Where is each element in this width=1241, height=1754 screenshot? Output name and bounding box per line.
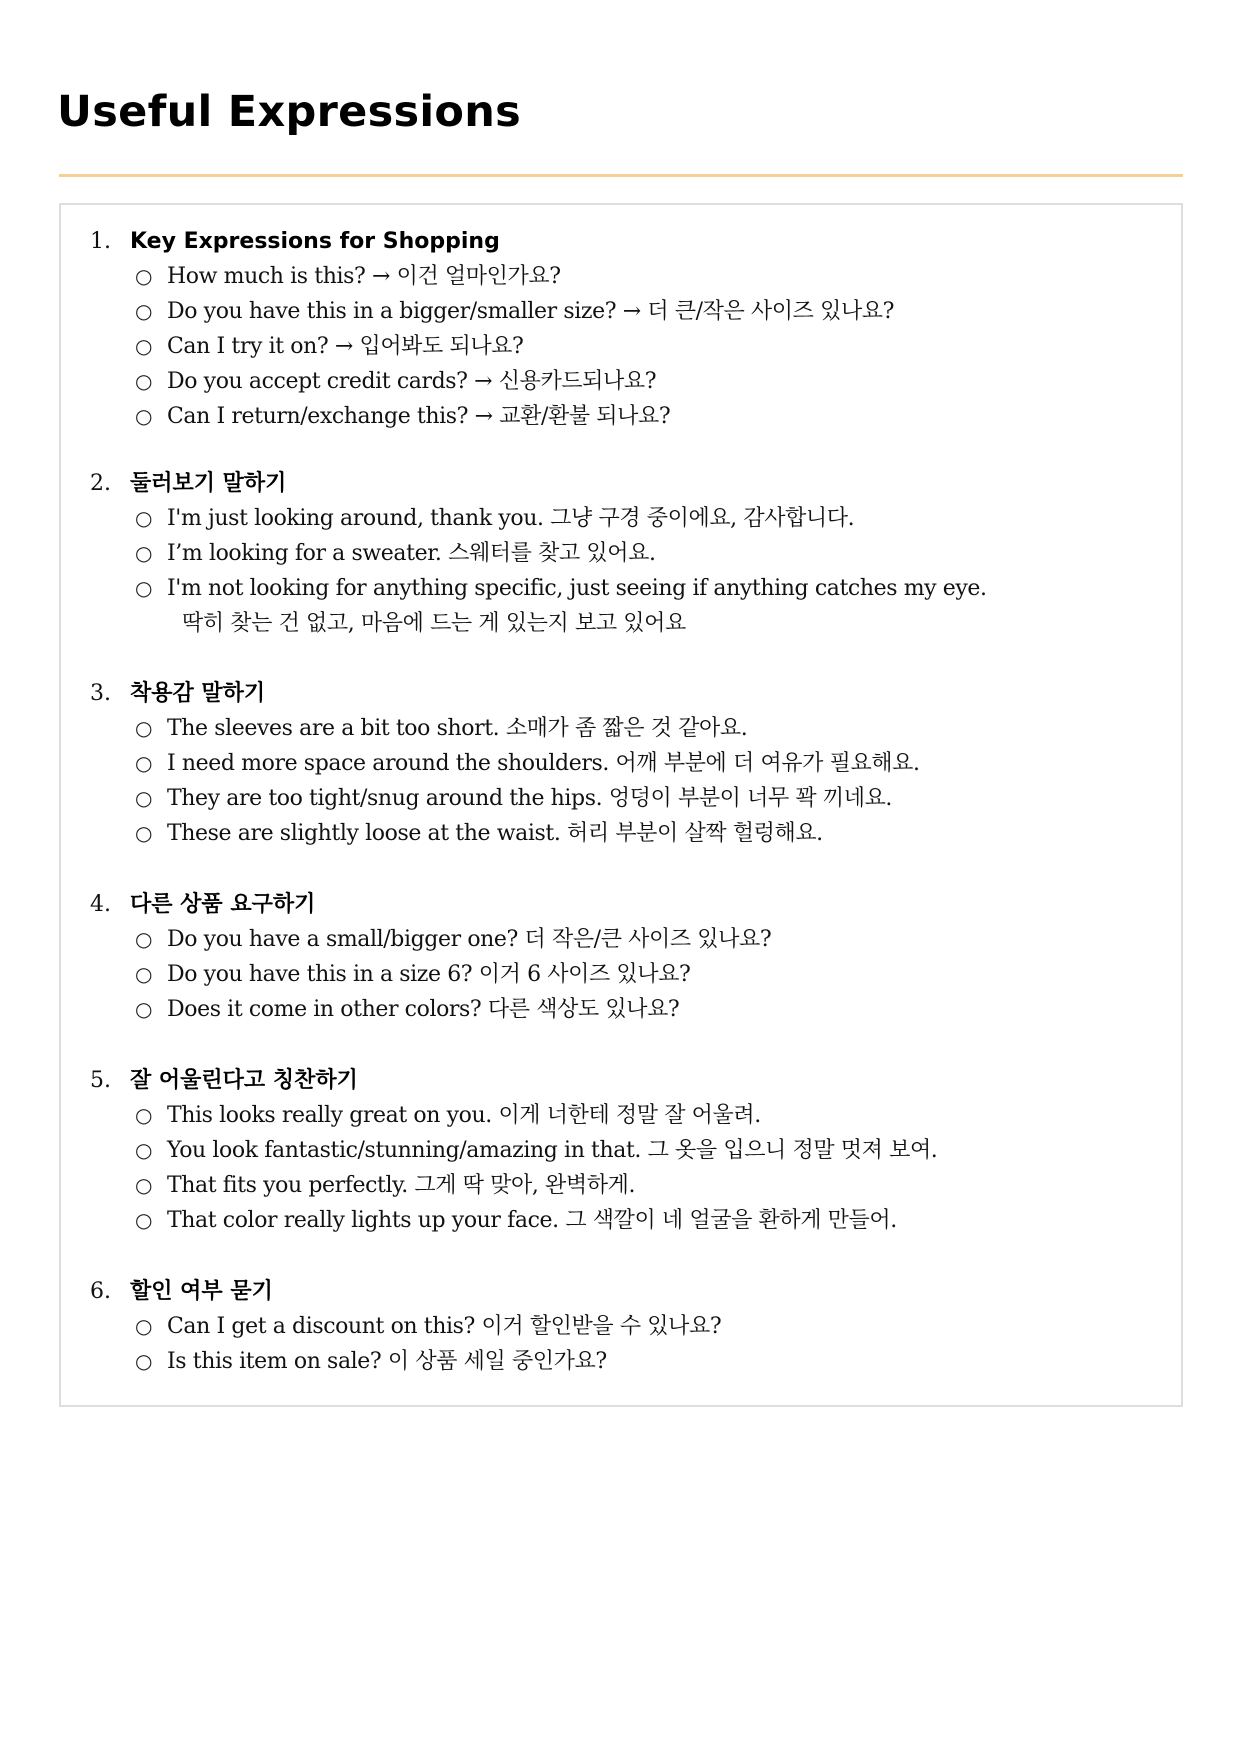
section-number: 2. bbox=[90, 471, 111, 496]
section-title: 할인 여부 묻기 bbox=[130, 1279, 273, 1304]
expression-list bbox=[90, 501, 1150, 641]
expression-text: These are slightly loose at the waist. 허리 부분이 살짝 헐렁해요. bbox=[167, 821, 823, 846]
section-other-items bbox=[90, 888, 1150, 1027]
hollow-circle-bullet-icon: ○ bbox=[135, 1138, 153, 1162]
section-number: 3. bbox=[90, 681, 111, 706]
expression-text: Can I get a discount on this? 이거 할인받을 수 있나요? bbox=[167, 1314, 722, 1339]
section-number: 6. bbox=[90, 1279, 111, 1304]
expression-text: This looks really great on you. 이게 너한테 정말 잘 어울려. bbox=[167, 1103, 761, 1128]
section-compliments bbox=[90, 1064, 1150, 1238]
hollow-circle-bullet-icon: ○ bbox=[135, 576, 153, 600]
expression-text: Is this item on sale? 이 상품 세일 중인가요? bbox=[167, 1349, 607, 1374]
section-heading bbox=[90, 888, 1150, 922]
section-discount bbox=[90, 1275, 1150, 1379]
list-item bbox=[90, 711, 1150, 746]
hollow-circle-bullet-icon: ○ bbox=[135, 786, 153, 810]
section-title: 둘러보기 말하기 bbox=[130, 471, 287, 496]
hollow-circle-bullet-icon: ○ bbox=[135, 264, 153, 288]
expression-text: I'm just looking around, thank you. 그냥 구경 중이에요, 감사합니다. bbox=[167, 506, 855, 531]
list-item bbox=[90, 1098, 1150, 1133]
list-item bbox=[90, 399, 1150, 434]
section-browsing bbox=[90, 467, 1150, 641]
section-heading bbox=[90, 1275, 1150, 1309]
list-item-continuation bbox=[90, 606, 1150, 641]
hollow-circle-bullet-icon: ○ bbox=[135, 751, 153, 775]
hollow-circle-bullet-icon: ○ bbox=[135, 334, 153, 358]
section-heading bbox=[90, 1064, 1150, 1098]
expression-list bbox=[90, 259, 1150, 434]
section-shopping-expressions bbox=[90, 225, 1150, 434]
hollow-circle-bullet-icon: ○ bbox=[135, 1173, 153, 1197]
hollow-circle-bullet-icon: ○ bbox=[135, 1103, 153, 1127]
list-item bbox=[90, 746, 1150, 781]
section-fit bbox=[90, 677, 1150, 851]
hollow-circle-bullet-icon: ○ bbox=[135, 506, 153, 530]
list-item bbox=[90, 364, 1150, 399]
section-title: 착용감 말하기 bbox=[130, 681, 266, 706]
expression-text: I'm not looking for anything specific, just seeing if anything catches my eye. bbox=[167, 576, 987, 601]
list-item bbox=[90, 501, 1150, 536]
expression-text: They are too tight/snug around the hips. 엉덩이 부분이 너무 꽉 끼네요. bbox=[167, 786, 893, 811]
list-item bbox=[90, 1133, 1150, 1168]
expression-text: That fits you perfectly. 그게 딱 맞아, 완벽하게. bbox=[167, 1173, 636, 1198]
title-divider bbox=[59, 174, 1183, 177]
expression-translation: 딱히 찾는 건 없고, 마음에 드는 게 있는지 보고 있어요 bbox=[182, 611, 686, 636]
hollow-circle-bullet-icon: ○ bbox=[135, 821, 153, 845]
expression-text: Do you have a small/bigger one? 더 작은/큰 사이즈 있나요? bbox=[167, 927, 772, 952]
section-title: 잘 어울린다고 칭찬하기 bbox=[130, 1068, 358, 1093]
expression-text: How much is this? → 이건 얼마인가요? bbox=[167, 264, 561, 289]
list-item bbox=[90, 816, 1150, 851]
section-title: Key Expressions for Shopping bbox=[130, 229, 500, 254]
hollow-circle-bullet-icon: ○ bbox=[135, 1314, 153, 1338]
list-item bbox=[90, 1309, 1150, 1344]
expression-text: Can I return/exchange this? → 교환/환불 되나요? bbox=[167, 404, 671, 429]
expression-list bbox=[90, 711, 1150, 851]
hollow-circle-bullet-icon: ○ bbox=[135, 1208, 153, 1232]
expression-list bbox=[90, 1098, 1150, 1238]
expression-text: Can I try it on? → 입어봐도 되나요? bbox=[167, 334, 524, 359]
expression-text: That color really lights up your face. 그 색깔이 네 얼굴을 환하게 만들어. bbox=[167, 1208, 897, 1233]
list-item bbox=[90, 1168, 1150, 1203]
section-title: 다른 상품 요구하기 bbox=[130, 892, 316, 917]
hollow-circle-bullet-icon: ○ bbox=[135, 997, 153, 1021]
expression-text: Do you have this in a size 6? 이거 6 사이즈 있나요? bbox=[167, 962, 691, 987]
list-item bbox=[90, 781, 1150, 816]
hollow-circle-bullet-icon: ○ bbox=[135, 716, 153, 740]
expression-text: I need more space around the shoulders. 어깨 부분에 더 여유가 필요해요. bbox=[167, 751, 920, 776]
page-title: Useful Expressions bbox=[57, 87, 522, 137]
hollow-circle-bullet-icon: ○ bbox=[135, 541, 153, 565]
expression-list bbox=[90, 922, 1150, 1027]
list-item bbox=[90, 329, 1150, 364]
list-item bbox=[90, 1203, 1150, 1238]
section-heading bbox=[90, 677, 1150, 711]
list-item bbox=[90, 294, 1150, 329]
hollow-circle-bullet-icon: ○ bbox=[135, 299, 153, 323]
list-item bbox=[90, 571, 1150, 606]
section-heading bbox=[90, 225, 1150, 259]
list-item bbox=[90, 922, 1150, 957]
expression-text: Do you have this in a bigger/smaller size? → 더 큰/작은 사이즈 있나요? bbox=[167, 299, 895, 324]
section-number: 5. bbox=[90, 1068, 111, 1093]
expression-text: Does it come in other colors? 다른 색상도 있나요? bbox=[167, 997, 680, 1022]
list-item bbox=[90, 992, 1150, 1027]
hollow-circle-bullet-icon: ○ bbox=[135, 1349, 153, 1373]
hollow-circle-bullet-icon: ○ bbox=[135, 927, 153, 951]
section-number: 4. bbox=[90, 892, 111, 917]
list-item bbox=[90, 259, 1150, 294]
hollow-circle-bullet-icon: ○ bbox=[135, 404, 153, 428]
section-number: 1. bbox=[90, 229, 111, 254]
expression-text: Do you accept credit cards? → 신용카드되나요? bbox=[167, 369, 657, 394]
expression-text: You look fantastic/stunning/amazing in that. 그 옷을 입으니 정말 멋져 보여. bbox=[167, 1138, 938, 1163]
expression-text: The sleeves are a bit too short. 소매가 좀 짧은 것 같아요. bbox=[167, 716, 748, 741]
hollow-circle-bullet-icon: ○ bbox=[135, 962, 153, 986]
section-heading bbox=[90, 467, 1150, 501]
list-item bbox=[90, 536, 1150, 571]
expression-list bbox=[90, 1309, 1150, 1379]
expression-text: I’m looking for a sweater. 스웨터를 찾고 있어요. bbox=[167, 541, 656, 566]
list-item bbox=[90, 957, 1150, 992]
hollow-circle-bullet-icon: ○ bbox=[135, 369, 153, 393]
list-item bbox=[90, 1344, 1150, 1379]
